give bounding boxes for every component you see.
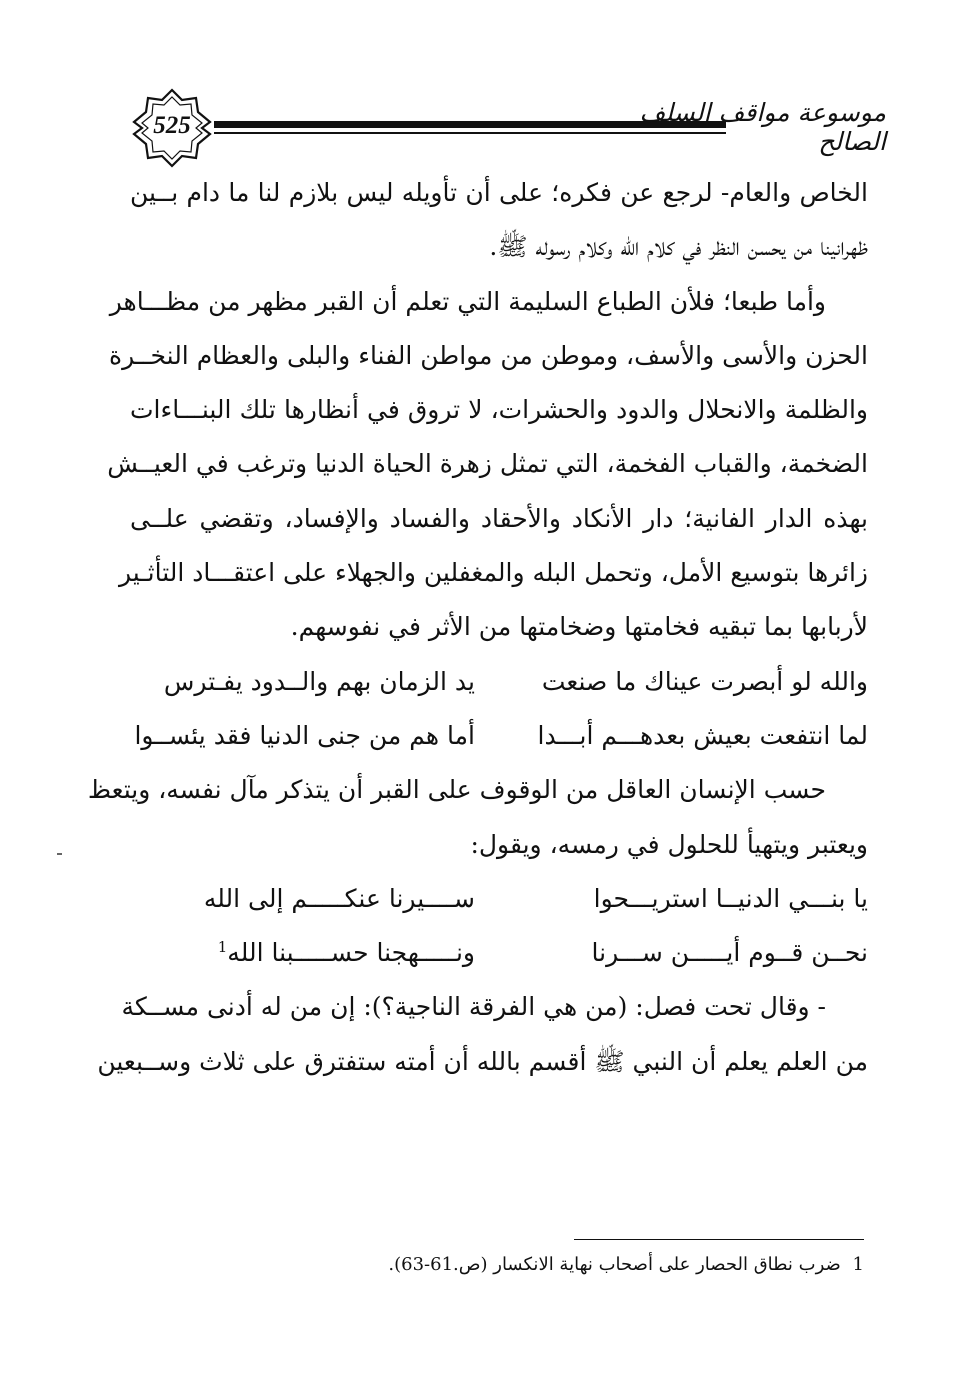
verse-first-hemistich: نحــن قــوم أيـــــن ســـرنا bbox=[591, 938, 868, 968]
text-line: من العلم يعلم أن النبي ﷺ أقسم بالله أن أمته ستفترق على ثلاث وســبعين bbox=[97, 1046, 868, 1076]
footnote-text: ضرب نطاق الحصار على أصحاب نهاية الانكسار (ص.61-63). bbox=[388, 1254, 841, 1275]
main-text bbox=[87, 166, 868, 1089]
scan-speck bbox=[57, 853, 62, 855]
text-line: حسب الإنسان العاقل من الوقوف على القبر أن يتذكر مآل نفسه، ويتعظ bbox=[87, 775, 826, 805]
series-title: موسوعة مواقف السلف الصالح bbox=[639, 98, 886, 156]
text-line: لأربابها بما تبقيه فخامتها وضخامتها من الأثر في نفوسهم. bbox=[290, 612, 868, 642]
verse-line bbox=[130, 926, 868, 980]
verse-line bbox=[130, 655, 868, 709]
text-line: ويعتبر ويتهيأ للحلول في رمسه، ويقول: bbox=[470, 829, 868, 859]
text-line: ظهرانينا من يحسن النظر في كلام الله وكلام رسوله ﷺ. bbox=[489, 232, 868, 262]
verse-first-hemistich: والله لو أبصرت عيناك ما صنعت bbox=[541, 666, 868, 696]
text-line: - وقال تحت فصل: (من هي الفرقة الناجية؟): إن من له أدنى مســكة bbox=[121, 992, 826, 1022]
verse-line bbox=[130, 709, 868, 763]
verse-first-hemistich: يا بنـــي الدنيــا استريـــحوا bbox=[593, 883, 868, 913]
footnote-separator bbox=[574, 1239, 864, 1240]
verse-second-hemistich: يد الزمان بهم والــدود يفـترس bbox=[163, 666, 475, 696]
text-line: زائرها بتوسيع الأمل، وتحمل البله والمغفلين والجهلاء على اعتقـــاد التأثـير bbox=[118, 558, 868, 588]
footnote-number: 1 bbox=[852, 1254, 864, 1275]
text-line: الضخمة، والقباب الفخمة، التي تمثل زهرة الحياة الدنيا وترغب في العيــش bbox=[107, 449, 868, 479]
footnote bbox=[264, 1253, 864, 1277]
footnote-reference[interactable]: 1 bbox=[217, 938, 228, 957]
verse-first-hemistich: لما انتفعت بعيش بعدهـــم أبـــدا bbox=[537, 720, 868, 750]
page-header bbox=[118, 88, 886, 168]
text-line: الحزن والأسى والأسف، وموطن من مواطن الفناء والبلى والعظام النخــرة bbox=[108, 340, 868, 370]
text-line: وأما طبعا؛ فلأن الطباع السليمة التي تعلم أن القبر مظهر من مظـــاهر bbox=[109, 286, 826, 316]
text-line: والظلمة والانحلال والدود والحشرات، لا تروق في أنظارها تلك البنـــاءات bbox=[130, 395, 868, 425]
text-line: بهذه الدار الفانية؛ دار الأنكاد والأحقاد والفساد والإفساد، وتقضي علــى bbox=[130, 503, 868, 533]
verse-line bbox=[130, 872, 868, 926]
verse-second-hemistich-text: ونـــــهجنا حســـــبنا الله bbox=[227, 938, 475, 968]
text-line: الخاص والعام- لرجع عن فكره؛ على أن تأويله ليس بلازم لنا ما دام بــين bbox=[130, 178, 868, 207]
verse-second-hemistich: أما هم من جنى الدنيا فقد يئســوا bbox=[134, 720, 475, 750]
verse-second-hemistich bbox=[130, 926, 475, 980]
verse-second-hemistich: ســــيرنا عنكـــــم إلى الله bbox=[203, 883, 475, 913]
page-number: 525 bbox=[153, 112, 191, 139]
page-number-badge bbox=[132, 88, 212, 168]
